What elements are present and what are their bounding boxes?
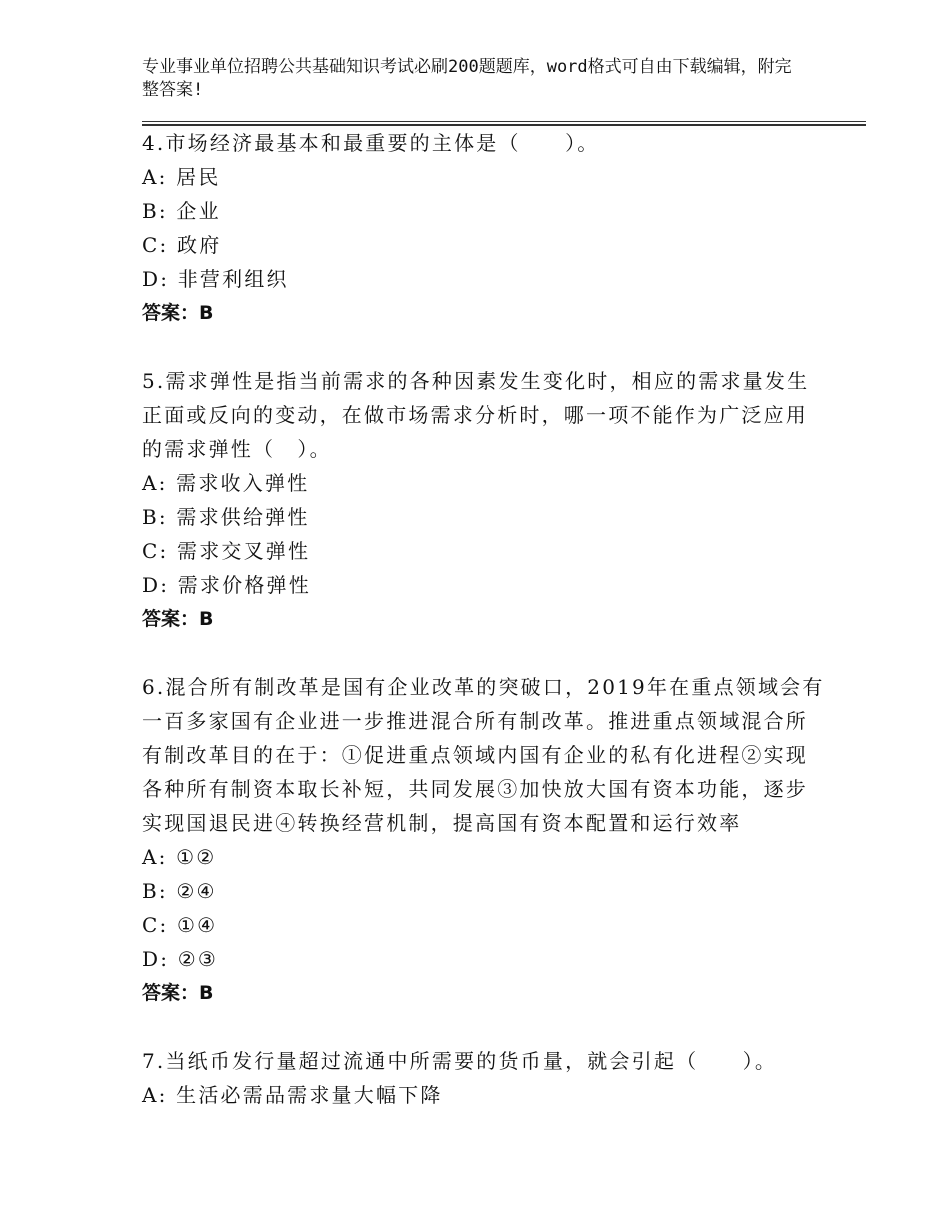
option-a: A: 需求收入弹性: [142, 471, 310, 495]
option-b: B: ②④: [142, 879, 217, 903]
option-d: D: 非营利组织: [142, 267, 289, 291]
option-b: B: 需求供给弹性: [142, 505, 310, 529]
option-c: C: 政府: [142, 233, 222, 257]
question-stem-line: 的需求弹性（ ）。: [142, 437, 332, 461]
page-header: 专业事业单位招聘公共基础知识考试必刷200题题库，word格式可自由下载编辑，附完整答案!: [142, 57, 792, 100]
question-4: [142, 126, 812, 330]
option-c: C: 需求交叉弹性: [142, 539, 311, 563]
question-stem: 7.当纸币发行量超过流通中所需要的货币量，就会引起（ ）。: [142, 1049, 778, 1073]
question-stem: 4.市场经济最基本和最重要的主体是（ ）。: [142, 131, 600, 155]
question-stem-line: 有制改革目的在于：①促进重点领域内国有企业的私有化进程②实现: [142, 743, 808, 767]
question-5: [142, 364, 812, 636]
question-stem-line: 正面或反向的变动，在做市场需求分析时，哪一项不能作为广泛应用: [142, 403, 808, 427]
question-stem-line: 各种所有制资本取长补短，共同发展③加快放大国有资本功能，逐步: [142, 777, 808, 801]
question-stem-line: 实现国退民进④转换经营机制，提高国有资本配置和运行效率: [142, 811, 742, 835]
question-list: [142, 126, 825, 1146]
option-a: A: ①②: [142, 845, 217, 869]
answer-label: 答案：B: [142, 608, 214, 630]
question-stem-line: 6.混合所有制改革是国有企业改革的突破口，2019年在重点领域会有: [142, 675, 825, 699]
question-stem-line: 5.需求弹性是指当前需求的各种因素发生变化时，相应的需求量发生: [142, 369, 810, 393]
header-rule-thin: [142, 121, 866, 122]
option-b: B: 企业: [142, 199, 221, 223]
question-6: [142, 670, 825, 1010]
option-c: C: ①④: [142, 913, 218, 937]
answer-label: 答案：B: [142, 982, 214, 1004]
question-7: [142, 1044, 812, 1112]
option-d: D: 需求价格弹性: [142, 573, 311, 597]
option-a: A: 生活必需品需求量大幅下降: [142, 1083, 443, 1107]
option-a: A: 居民: [142, 165, 221, 189]
option-d: D: ②③: [142, 947, 218, 971]
question-stem-line: 一百多家国有企业进一步推进混合所有制改革。推进重点领域混合所: [142, 709, 808, 733]
answer-label: 答案：B: [142, 302, 214, 324]
